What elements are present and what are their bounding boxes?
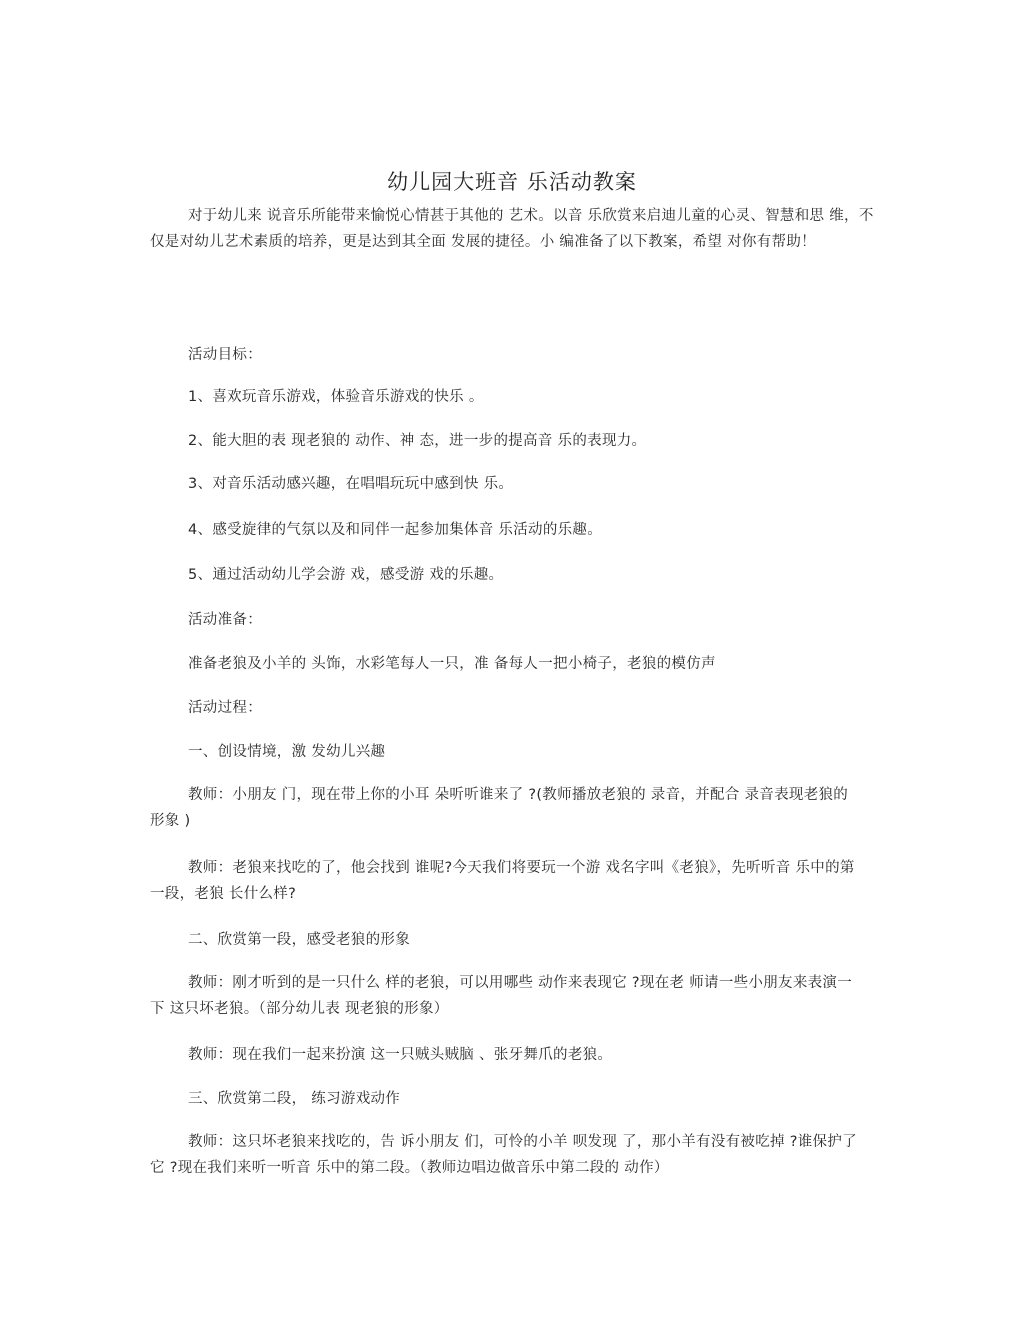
prep-text: 准备老狼及小羊的 头饰，水彩笔每人一只，准 备每人一把小椅子，老狼的模仿声 <box>188 656 716 672</box>
dialogue-paragraph: 教师：小朋友 门，现在带上你的小耳 朵听听谁来了 ?(教师播放老狼的 录音，并配合 录音表现老狼的形象 ) <box>150 787 849 829</box>
section-heading: 三、欣赏第二段， 练习游戏动作 <box>188 1091 401 1107</box>
goal-item: 4、感受旋律的气氛以及和同伴一起参加集体音 乐活动的乐趣。 <box>188 522 603 538</box>
goal-item: 3、对音乐活动感兴趣，在唱唱玩玩中感到快 乐。 <box>188 476 514 492</box>
dialogue-paragraph: 教师：这只坏老狼来找吃的，告 诉小朋友 们，可怜的小羊 呗发现 了，那小羊有没有被吃掉 ?谁保护了它 ?现在我们来听一听音 乐中的第二段。（教师边唱边做音乐中第二段的 动作） <box>150 1134 857 1176</box>
goal-item: 2、能大胆的表 现老狼的 动作、神 态，进一步的提高音 乐的表现力。 <box>188 433 647 449</box>
document-title: 幼儿园大班音 乐活动教案 <box>387 170 637 194</box>
process-heading: 活动过程： <box>188 700 262 716</box>
dialogue-line: 教师：现在我们一起来扮演 这一只贼头贼脑 、张牙舞爪的老狼。 <box>188 1047 613 1063</box>
goal-item: 5、通过活动幼儿学会游 戏，感受游 戏的乐趣。 <box>188 567 504 583</box>
section-heading: 二、欣赏第一段，感受老狼的形象 <box>188 932 410 948</box>
section-heading: 一、创设情境，激 发幼儿兴趣 <box>188 744 386 760</box>
prep-heading: 活动准备： <box>188 612 262 628</box>
dialogue-paragraph: 教师：刚才听到的是一只什么 样的老狼，可以用哪些 动作来表现它 ?现在老 师请一些小朋友来表演一下 这只坏老狼。（部分幼儿表 现老狼的形象） <box>150 975 853 1017</box>
intro-paragraph: 对于幼儿来 说音乐所能带来愉悦心情甚于其他的 艺术。以音 乐欣赏来启迪儿童的心灵、智慧和思 维，不仅是对幼儿艺术素质的培养，更是达到其全面 发展的捷径。小 编准备了以下教案，希望 对你有帮助！ <box>150 208 874 250</box>
goals-heading: 活动目标： <box>188 347 262 363</box>
dialogue-paragraph: 教师：老狼来找吃的了，他会找到 谁呢?今天我们将要玩一个游 戏名字叫《老狼》，先听听音 乐中的第一段，老狼 长什么样? <box>150 860 855 902</box>
goal-item: 1、喜欢玩音乐游戏，体验音乐游戏的快乐 。 <box>188 389 484 405</box>
